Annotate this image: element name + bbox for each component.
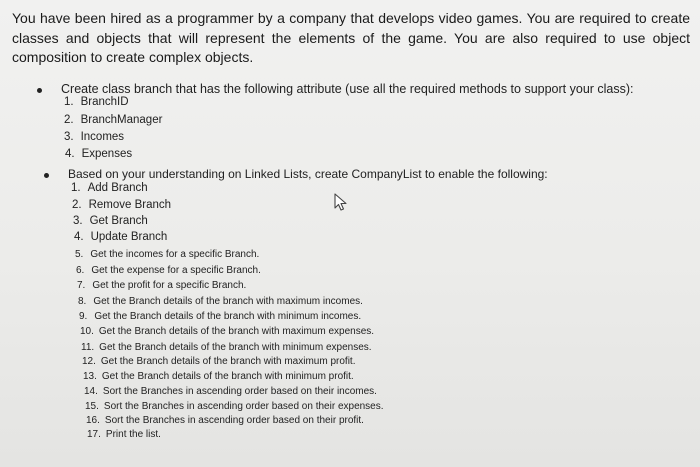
item-text: Get Branch (89, 215, 148, 227)
item-number: 12. (82, 356, 96, 367)
item-text: Print the list. (105, 429, 161, 440)
list-item (82, 356, 355, 367)
item-text: Sort the Branches in ascending order based on their incomes. (102, 386, 377, 397)
list-item (84, 386, 377, 397)
list-item (75, 249, 259, 260)
bullet-class-branch (61, 82, 634, 96)
item-number: 4. (65, 148, 75, 160)
item-number: 9. (79, 311, 88, 322)
item-text: BranchManager (80, 114, 163, 126)
item-number: 10. (80, 326, 94, 337)
item-number: 16. (86, 415, 100, 426)
list-item (79, 311, 361, 322)
item-number: 2. (72, 199, 82, 211)
item-number: 1. (64, 96, 74, 108)
mouse-pointer-icon (332, 193, 350, 213)
list-item (72, 199, 171, 211)
item-text: Get the Branch details of the branch with minimum incomes. (94, 311, 362, 322)
intro-paragraph: You have been hired as a programmer by a company that develops video games. You are required to create classes and objects that will represent the elements of the game. You are also required to use object composition to create complex objects. (12, 10, 690, 65)
item-text: Update Branch (90, 231, 168, 243)
item-text: Get the Branch details of the branch with minimum expenses. (99, 342, 372, 353)
item-text: Get the Branch details of the branch with maximum profit. (100, 356, 356, 367)
item-text: Get the Branch details of the branch with maximum incomes. (93, 296, 363, 307)
item-number: 15. (85, 401, 99, 412)
bullet-company-list (68, 167, 548, 181)
list-item (77, 280, 246, 291)
item-number: 6. (76, 265, 85, 276)
item-text: Incomes (80, 131, 125, 143)
list-item (80, 326, 374, 337)
item-number: 7. (77, 280, 86, 291)
item-text: Get the profit for a specific Branch. (92, 280, 247, 291)
list-item (64, 114, 162, 126)
item-text: Expenses (81, 148, 133, 160)
item-text: Get the incomes for a specific Branch. (90, 249, 260, 260)
list-item (73, 215, 148, 227)
item-text: BranchID (80, 96, 129, 108)
bullet-dot (37, 88, 42, 93)
bullet-text: Based on your understanding on Linked Lists, create CompanyList to enable the following: (68, 167, 548, 181)
item-number: 5. (75, 249, 84, 260)
list-item (71, 182, 148, 194)
item-text: Add Branch (87, 182, 148, 194)
item-text: Get the Branch details of the branch with minimum profit. (101, 371, 354, 382)
list-item (74, 231, 167, 243)
item-number: 3. (64, 131, 74, 143)
list-item (81, 342, 372, 353)
item-number: 17. (87, 429, 101, 440)
item-text: Get the Branch details of the branch with maximum expenses. (98, 326, 375, 337)
item-number: 14. (84, 386, 98, 397)
item-number: 8. (78, 296, 87, 307)
item-number: 11. (81, 342, 95, 353)
list-item (64, 131, 124, 143)
item-text: Sort the Branches in ascending order based on their profit. (104, 415, 364, 426)
bullet-text: Create class branch that has the following attribute (use all the required methods to support your class): (61, 82, 634, 96)
list-item (76, 265, 261, 276)
item-number: 1. (71, 182, 81, 194)
list-item (64, 96, 129, 108)
list-item (87, 429, 161, 440)
item-number: 4. (74, 231, 84, 243)
item-number: 2. (64, 114, 74, 126)
item-number: 13. (83, 371, 97, 382)
list-item (86, 415, 364, 426)
list-item (65, 148, 132, 160)
item-text: Sort the Branches in ascending order based on their expenses. (103, 401, 384, 412)
item-text: Remove Branch (88, 199, 172, 211)
bullet-dot (44, 173, 49, 178)
list-item (78, 296, 363, 307)
list-item (85, 401, 384, 412)
item-number: 3. (73, 215, 83, 227)
item-text: Get the expense for a specific Branch. (91, 265, 261, 276)
list-item (83, 371, 354, 382)
